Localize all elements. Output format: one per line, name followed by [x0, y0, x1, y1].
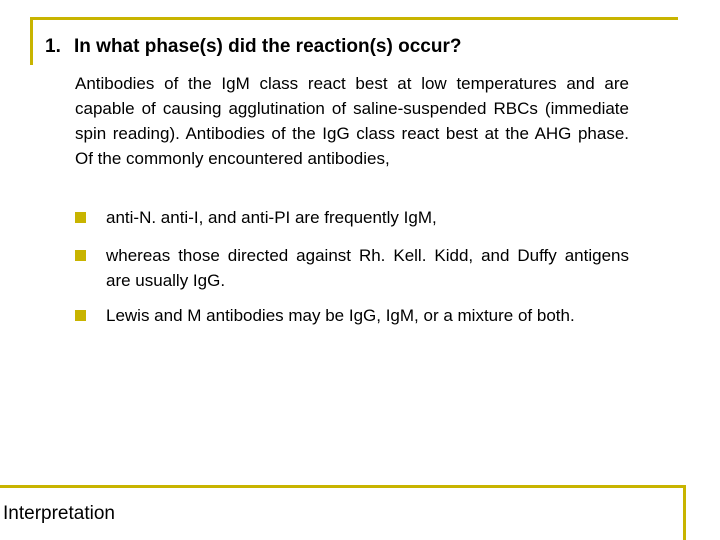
bullet-item	[75, 243, 629, 293]
right-rule	[683, 485, 686, 540]
bullet-text: Lewis and M antibodies may be IgG, IgM, or a mixture of both.	[106, 306, 575, 325]
question-number: 1.	[45, 36, 61, 57]
bullet-text: anti-N. anti-I, and anti-PI are frequently IgM,	[106, 208, 437, 227]
square-bullet-icon	[75, 250, 86, 261]
left-rule	[30, 17, 33, 65]
top-rule	[30, 17, 678, 20]
question-text: In what phase(s) did the reaction(s) occur?	[74, 36, 462, 57]
square-bullet-icon	[75, 310, 86, 321]
intro-paragraph: Antibodies of the IgM class react best at low temperatures and are capable of causing agglutination of saline-suspended RBCs (immediate spin reading). Antibodies of the IgG class react best at the AHG phase. Of the commonly encountered antibodies,	[75, 74, 629, 168]
bottom-rule	[0, 485, 686, 488]
square-bullet-icon	[75, 212, 86, 223]
bullet-item	[75, 303, 629, 328]
slide-title	[45, 36, 461, 58]
bullet-item	[75, 205, 629, 230]
bullet-text: whereas those directed against Rh. Kell. Kidd, and Duffy antigens are usually IgG.	[106, 246, 629, 290]
footer-label: Interpretation	[3, 503, 115, 524]
